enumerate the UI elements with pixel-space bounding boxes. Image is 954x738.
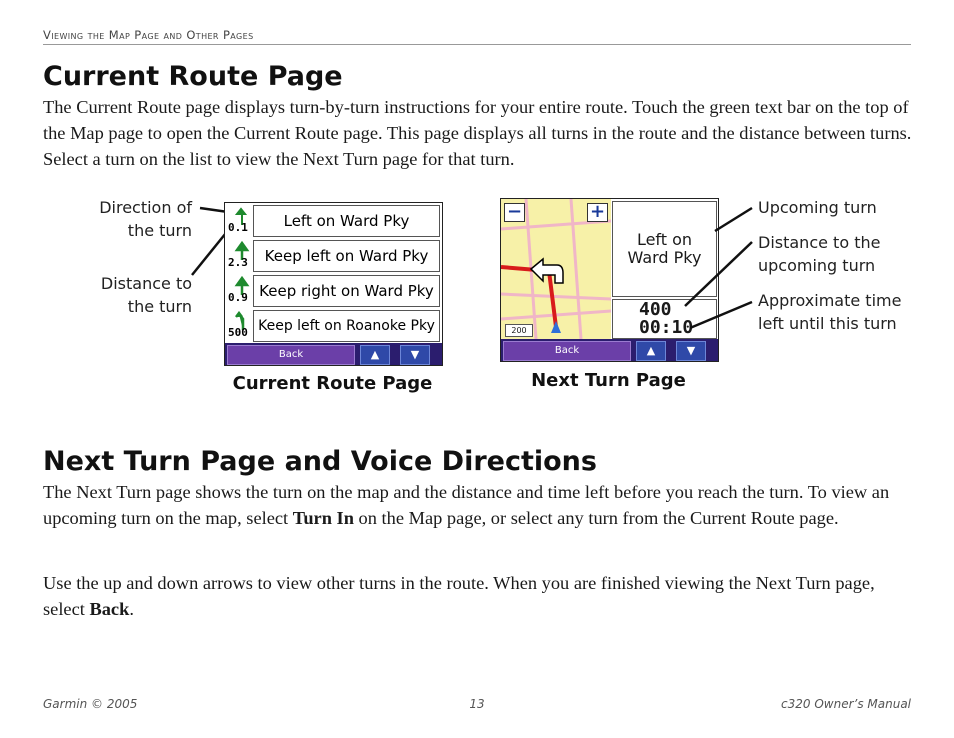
turn-distance: 500 xyxy=(228,326,248,339)
right-callout-lines xyxy=(680,198,760,338)
callout-approx-time: Approximate time left until this turn xyxy=(758,291,902,333)
caption-current-route: Current Route Page xyxy=(232,373,433,394)
arrow-up-icon: ▲ xyxy=(646,344,656,357)
arrow-down-icon: ▼ xyxy=(410,348,420,361)
turn-instruction: Keep right on Ward Pky xyxy=(253,275,440,307)
back-button[interactable]: Back xyxy=(227,345,355,365)
section1-paragraph: The Current Route page displays turn-by-turn instructions for your entire route. Touch the green text bar on the top of the Map page to open the Current Route page. This page displays all turns in the route and the distance between turns. Select a turn on the list to view the Next Turn page for that turn. xyxy=(43,97,912,169)
map-scale: 200 xyxy=(505,324,533,337)
zoom-out-button[interactable] xyxy=(504,203,525,222)
turn-distance: 0.9 xyxy=(228,291,248,304)
running-head: Viewing the Map Page and Other Pages xyxy=(43,28,254,42)
bold-term-back: Back xyxy=(89,598,130,619)
turn-distance: 2.3 xyxy=(228,256,248,269)
text-run: Use the up and down arrows to view other turns in the route. When you are finished viewing the Next Turn page, select xyxy=(43,573,875,619)
section-title-current-route: Current Route Page xyxy=(43,61,343,92)
arrow-up-icon: ▲ xyxy=(370,348,380,361)
turn-instruction: Keep left on Roanoke Pky xyxy=(253,310,440,342)
zoom-in-button[interactable] xyxy=(587,203,608,222)
callout-direction-of-turn: Direction of the turn xyxy=(99,198,192,240)
current-route-screen xyxy=(224,202,443,366)
turn-text: Left on Ward Pky xyxy=(627,230,702,267)
scroll-up-button[interactable] xyxy=(360,345,390,365)
section2-paragraph-1 xyxy=(43,480,911,532)
scroll-up-button[interactable] xyxy=(636,341,666,361)
distance-value: 400 xyxy=(639,299,672,320)
nav-bar xyxy=(225,343,442,365)
turn-instruction: Left on Ward Pky xyxy=(253,205,440,237)
scroll-down-button[interactable] xyxy=(400,345,430,365)
minus-icon: − xyxy=(506,201,523,222)
route-row[interactable] xyxy=(225,273,441,306)
turn-distance: 0.1 xyxy=(228,221,248,234)
text-run: The Next Turn page shows the turn on the map and the distance and time left before you reach the turn. To view an upcoming turn on the map, select xyxy=(43,482,890,528)
footer-left: Garmin © 2005 xyxy=(43,697,138,711)
footer-right: c320 Owner’s Manual xyxy=(781,697,911,711)
page-number: 13 xyxy=(469,697,485,711)
nav-bar xyxy=(501,339,718,361)
callout-distance-upcoming: Distance to the upcoming turn xyxy=(758,233,881,275)
route-row[interactable] xyxy=(225,308,441,341)
turn-instruction: Keep left on Ward Pky xyxy=(253,240,440,272)
route-row[interactable] xyxy=(225,203,441,236)
bold-term-turn-in: Turn In xyxy=(292,507,354,528)
time-value: 00:10 xyxy=(639,317,694,338)
header-rule xyxy=(43,44,911,45)
section2-paragraph-2 xyxy=(43,571,918,623)
back-button[interactable]: Back xyxy=(503,341,631,361)
plus-icon: + xyxy=(589,201,606,222)
scroll-down-button[interactable] xyxy=(676,341,706,361)
callout-distance-to-turn: Distance to the turn xyxy=(100,274,192,316)
text-run: . xyxy=(129,598,134,619)
route-row[interactable] xyxy=(225,238,441,271)
caption-next-turn: Next Turn Page xyxy=(531,370,686,391)
section-title-next-turn: Next Turn Page and Voice Directions xyxy=(43,446,597,477)
callout-upcoming-turn: Upcoming turn xyxy=(758,198,877,217)
text-run: on the Map page, or select any turn from the Current Route page. xyxy=(353,507,839,528)
arrow-down-icon: ▼ xyxy=(686,344,696,357)
